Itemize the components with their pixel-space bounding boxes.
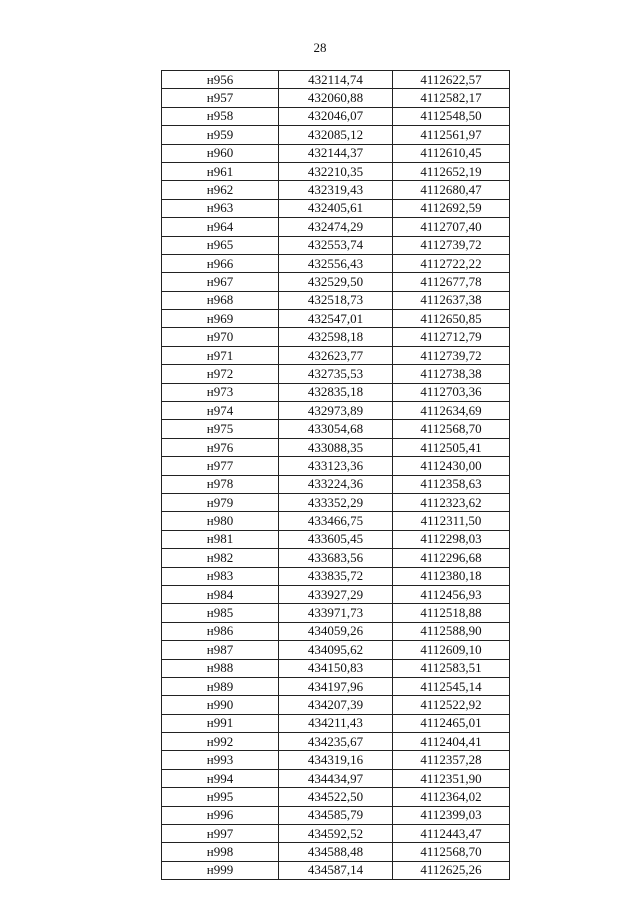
x-coordinate-cell: 434095,62 bbox=[279, 641, 393, 659]
table-row bbox=[162, 291, 510, 309]
point-id-cell: н998 bbox=[162, 843, 279, 861]
x-coordinate-cell: 433466,75 bbox=[279, 512, 393, 530]
y-coordinate-cell: 4112582,17 bbox=[393, 89, 510, 107]
y-coordinate-cell: 4112296,68 bbox=[393, 549, 510, 567]
point-id-cell: н985 bbox=[162, 604, 279, 622]
x-coordinate-cell: 432735,53 bbox=[279, 365, 393, 383]
point-id-cell: н959 bbox=[162, 126, 279, 144]
y-coordinate-cell: 4112364,02 bbox=[393, 788, 510, 806]
y-coordinate-cell: 4112311,50 bbox=[393, 512, 510, 530]
table-row bbox=[162, 107, 510, 125]
point-id-cell: н987 bbox=[162, 641, 279, 659]
point-id-cell: н956 bbox=[162, 71, 279, 89]
point-id-cell: н957 bbox=[162, 89, 279, 107]
x-coordinate-cell: 432835,18 bbox=[279, 383, 393, 401]
x-coordinate-cell: 432060,88 bbox=[279, 89, 393, 107]
y-coordinate-cell: 4112568,70 bbox=[393, 843, 510, 861]
table-row bbox=[162, 843, 510, 861]
x-coordinate-cell: 432405,61 bbox=[279, 199, 393, 217]
table-row bbox=[162, 236, 510, 254]
y-coordinate-cell: 4112399,03 bbox=[393, 806, 510, 824]
point-id-cell: н994 bbox=[162, 769, 279, 787]
table-row bbox=[162, 512, 510, 530]
y-coordinate-cell: 4112561,97 bbox=[393, 126, 510, 144]
y-coordinate-cell: 4112707,40 bbox=[393, 218, 510, 236]
y-coordinate-cell: 4112677,78 bbox=[393, 273, 510, 291]
point-id-cell: н974 bbox=[162, 402, 279, 420]
y-coordinate-cell: 4112357,28 bbox=[393, 751, 510, 769]
x-coordinate-cell: 434211,43 bbox=[279, 714, 393, 732]
y-coordinate-cell: 4112522,92 bbox=[393, 696, 510, 714]
table-row bbox=[162, 585, 510, 603]
point-id-cell: н966 bbox=[162, 254, 279, 272]
table-row bbox=[162, 346, 510, 364]
y-coordinate-cell: 4112505,41 bbox=[393, 438, 510, 456]
y-coordinate-cell: 4112358,63 bbox=[393, 475, 510, 493]
table-row bbox=[162, 328, 510, 346]
x-coordinate-cell: 432474,29 bbox=[279, 218, 393, 236]
x-coordinate-cell: 432598,18 bbox=[279, 328, 393, 346]
x-coordinate-cell: 432114,74 bbox=[279, 71, 393, 89]
x-coordinate-cell: 434587,14 bbox=[279, 861, 393, 879]
point-id-cell: н988 bbox=[162, 659, 279, 677]
y-coordinate-cell: 4112518,88 bbox=[393, 604, 510, 622]
table-row bbox=[162, 622, 510, 640]
y-coordinate-cell: 4112652,19 bbox=[393, 162, 510, 180]
point-id-cell: н969 bbox=[162, 310, 279, 328]
point-id-cell: н960 bbox=[162, 144, 279, 162]
x-coordinate-cell: 434592,52 bbox=[279, 825, 393, 843]
point-id-cell: н997 bbox=[162, 825, 279, 843]
y-coordinate-cell: 4112738,38 bbox=[393, 365, 510, 383]
table-row bbox=[162, 549, 510, 567]
table-row bbox=[162, 641, 510, 659]
coordinates-table-body bbox=[162, 71, 510, 880]
x-coordinate-cell: 432973,89 bbox=[279, 402, 393, 420]
x-coordinate-cell: 432144,37 bbox=[279, 144, 393, 162]
table-row bbox=[162, 438, 510, 456]
x-coordinate-cell: 433054,68 bbox=[279, 420, 393, 438]
x-coordinate-cell: 434319,16 bbox=[279, 751, 393, 769]
table-row bbox=[162, 806, 510, 824]
table-row bbox=[162, 604, 510, 622]
point-id-cell: н991 bbox=[162, 714, 279, 732]
x-coordinate-cell: 432529,50 bbox=[279, 273, 393, 291]
y-coordinate-cell: 4112650,85 bbox=[393, 310, 510, 328]
y-coordinate-cell: 4112625,26 bbox=[393, 861, 510, 879]
table-row bbox=[162, 475, 510, 493]
point-id-cell: н968 bbox=[162, 291, 279, 309]
table-row bbox=[162, 181, 510, 199]
table-row bbox=[162, 677, 510, 695]
y-coordinate-cell: 4112545,14 bbox=[393, 677, 510, 695]
table-row bbox=[162, 310, 510, 328]
x-coordinate-cell: 433123,36 bbox=[279, 457, 393, 475]
x-coordinate-cell: 432623,77 bbox=[279, 346, 393, 364]
point-id-cell: н977 bbox=[162, 457, 279, 475]
x-coordinate-cell: 433927,29 bbox=[279, 585, 393, 603]
y-coordinate-cell: 4112568,70 bbox=[393, 420, 510, 438]
point-id-cell: н999 bbox=[162, 861, 279, 879]
point-id-cell: н962 bbox=[162, 181, 279, 199]
table-row bbox=[162, 126, 510, 144]
y-coordinate-cell: 4112323,62 bbox=[393, 493, 510, 511]
y-coordinate-cell: 4112465,01 bbox=[393, 714, 510, 732]
table-row bbox=[162, 714, 510, 732]
y-coordinate-cell: 4112712,79 bbox=[393, 328, 510, 346]
x-coordinate-cell: 434197,96 bbox=[279, 677, 393, 695]
y-coordinate-cell: 4112430,00 bbox=[393, 457, 510, 475]
point-id-cell: н972 bbox=[162, 365, 279, 383]
x-coordinate-cell: 434207,39 bbox=[279, 696, 393, 714]
table-row bbox=[162, 769, 510, 787]
point-id-cell: н975 bbox=[162, 420, 279, 438]
y-coordinate-cell: 4112609,10 bbox=[393, 641, 510, 659]
table-row bbox=[162, 493, 510, 511]
table-row bbox=[162, 144, 510, 162]
table-row bbox=[162, 659, 510, 677]
table-row bbox=[162, 788, 510, 806]
point-id-cell: н981 bbox=[162, 530, 279, 548]
y-coordinate-cell: 4112588,90 bbox=[393, 622, 510, 640]
point-id-cell: н990 bbox=[162, 696, 279, 714]
table-row bbox=[162, 567, 510, 585]
point-id-cell: н973 bbox=[162, 383, 279, 401]
point-id-cell: н983 bbox=[162, 567, 279, 585]
point-id-cell: н971 bbox=[162, 346, 279, 364]
x-coordinate-cell: 434235,67 bbox=[279, 733, 393, 751]
y-coordinate-cell: 4112380,18 bbox=[393, 567, 510, 585]
y-coordinate-cell: 4112351,90 bbox=[393, 769, 510, 787]
point-id-cell: н979 bbox=[162, 493, 279, 511]
x-coordinate-cell: 434059,26 bbox=[279, 622, 393, 640]
y-coordinate-cell: 4112456,93 bbox=[393, 585, 510, 603]
x-coordinate-cell: 433683,56 bbox=[279, 549, 393, 567]
x-coordinate-cell: 433605,45 bbox=[279, 530, 393, 548]
point-id-cell: н982 bbox=[162, 549, 279, 567]
point-id-cell: н995 bbox=[162, 788, 279, 806]
table-row bbox=[162, 861, 510, 879]
x-coordinate-cell: 432319,43 bbox=[279, 181, 393, 199]
x-coordinate-cell: 433224,36 bbox=[279, 475, 393, 493]
x-coordinate-cell: 432210,35 bbox=[279, 162, 393, 180]
table-row bbox=[162, 530, 510, 548]
y-coordinate-cell: 4112404,41 bbox=[393, 733, 510, 751]
x-coordinate-cell: 433971,73 bbox=[279, 604, 393, 622]
point-id-cell: н976 bbox=[162, 438, 279, 456]
point-id-cell: н961 bbox=[162, 162, 279, 180]
coordinates-table bbox=[161, 70, 510, 880]
table-row bbox=[162, 273, 510, 291]
point-id-cell: н964 bbox=[162, 218, 279, 236]
table-row bbox=[162, 696, 510, 714]
y-coordinate-cell: 4112739,72 bbox=[393, 346, 510, 364]
point-id-cell: н958 bbox=[162, 107, 279, 125]
x-coordinate-cell: 433835,72 bbox=[279, 567, 393, 585]
y-coordinate-cell: 4112680,47 bbox=[393, 181, 510, 199]
x-coordinate-cell: 434588,48 bbox=[279, 843, 393, 861]
table-row bbox=[162, 420, 510, 438]
point-id-cell: н967 bbox=[162, 273, 279, 291]
table-row bbox=[162, 89, 510, 107]
x-coordinate-cell: 432553,74 bbox=[279, 236, 393, 254]
x-coordinate-cell: 432547,01 bbox=[279, 310, 393, 328]
x-coordinate-cell: 434150,83 bbox=[279, 659, 393, 677]
point-id-cell: н978 bbox=[162, 475, 279, 493]
point-id-cell: н989 bbox=[162, 677, 279, 695]
y-coordinate-cell: 4112548,50 bbox=[393, 107, 510, 125]
y-coordinate-cell: 4112692,59 bbox=[393, 199, 510, 217]
x-coordinate-cell: 434522,50 bbox=[279, 788, 393, 806]
table-row bbox=[162, 71, 510, 89]
y-coordinate-cell: 4112634,69 bbox=[393, 402, 510, 420]
point-id-cell: н986 bbox=[162, 622, 279, 640]
x-coordinate-cell: 432518,73 bbox=[279, 291, 393, 309]
table-row bbox=[162, 162, 510, 180]
y-coordinate-cell: 4112610,45 bbox=[393, 144, 510, 162]
x-coordinate-cell: 434434,97 bbox=[279, 769, 393, 787]
y-coordinate-cell: 4112703,36 bbox=[393, 383, 510, 401]
y-coordinate-cell: 4112739,72 bbox=[393, 236, 510, 254]
point-id-cell: н996 bbox=[162, 806, 279, 824]
table-row bbox=[162, 254, 510, 272]
point-id-cell: н970 bbox=[162, 328, 279, 346]
table-row bbox=[162, 751, 510, 769]
point-id-cell: н984 bbox=[162, 585, 279, 603]
table-row bbox=[162, 402, 510, 420]
y-coordinate-cell: 4112622,57 bbox=[393, 71, 510, 89]
point-id-cell: н993 bbox=[162, 751, 279, 769]
table-row bbox=[162, 365, 510, 383]
point-id-cell: н980 bbox=[162, 512, 279, 530]
y-coordinate-cell: 4112443,47 bbox=[393, 825, 510, 843]
point-id-cell: н992 bbox=[162, 733, 279, 751]
table-row bbox=[162, 383, 510, 401]
table-row bbox=[162, 457, 510, 475]
point-id-cell: н965 bbox=[162, 236, 279, 254]
x-coordinate-cell: 432085,12 bbox=[279, 126, 393, 144]
table-row bbox=[162, 199, 510, 217]
table-row bbox=[162, 218, 510, 236]
page-number: 28 bbox=[313, 40, 327, 55]
x-coordinate-cell: 434585,79 bbox=[279, 806, 393, 824]
x-coordinate-cell: 432556,43 bbox=[279, 254, 393, 272]
x-coordinate-cell: 432046,07 bbox=[279, 107, 393, 125]
y-coordinate-cell: 4112637,38 bbox=[393, 291, 510, 309]
x-coordinate-cell: 433088,35 bbox=[279, 438, 393, 456]
table-row bbox=[162, 825, 510, 843]
y-coordinate-cell: 4112722,22 bbox=[393, 254, 510, 272]
x-coordinate-cell: 433352,29 bbox=[279, 493, 393, 511]
point-id-cell: н963 bbox=[162, 199, 279, 217]
table-row bbox=[162, 733, 510, 751]
y-coordinate-cell: 4112298,03 bbox=[393, 530, 510, 548]
y-coordinate-cell: 4112583,51 bbox=[393, 659, 510, 677]
